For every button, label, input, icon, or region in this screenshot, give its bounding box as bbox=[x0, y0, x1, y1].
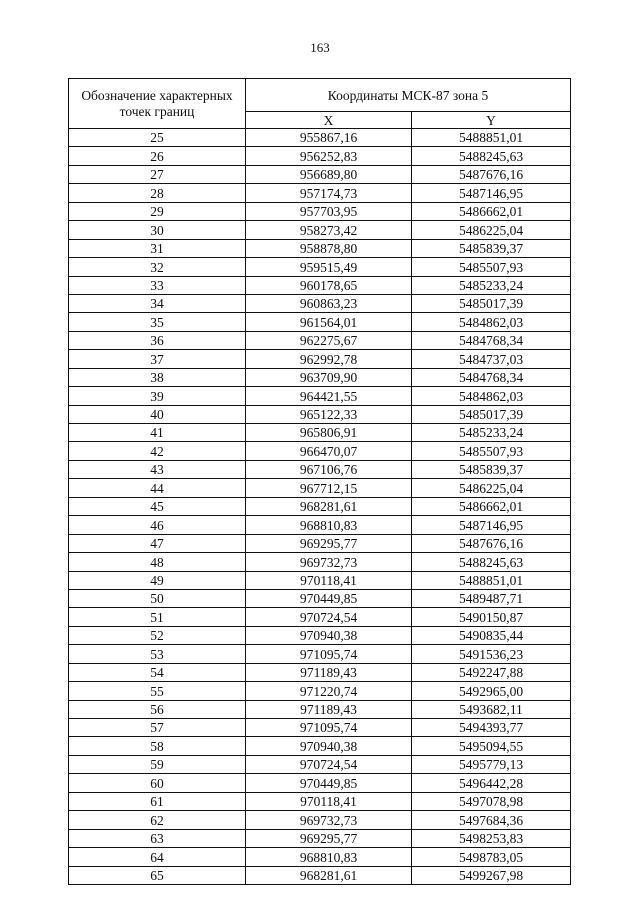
x-coordinate-cell: 970118,41 bbox=[246, 571, 412, 589]
x-coordinate-cell: 969295,77 bbox=[246, 829, 412, 847]
x-coordinate-cell: 958878,80 bbox=[246, 239, 412, 257]
x-coordinate-cell: 970940,38 bbox=[246, 737, 412, 755]
point-cell: 44 bbox=[69, 479, 246, 497]
table-header bbox=[69, 79, 571, 129]
point-cell: 53 bbox=[69, 645, 246, 663]
y-coordinate-cell: 5485017,39 bbox=[412, 294, 571, 312]
y-coordinate-cell: 5485017,39 bbox=[412, 405, 571, 423]
x-coordinate-cell: 971095,74 bbox=[246, 719, 412, 737]
y-coordinate-cell: 5490835,44 bbox=[412, 626, 571, 644]
x-coordinate-cell: 968810,83 bbox=[246, 848, 412, 866]
x-coordinate-cell: 956252,83 bbox=[246, 147, 412, 165]
x-coordinate-cell: 961564,01 bbox=[246, 313, 412, 331]
point-cell: 37 bbox=[69, 350, 246, 368]
point-cell: 38 bbox=[69, 368, 246, 386]
point-cell: 42 bbox=[69, 442, 246, 460]
x-coordinate-cell: 960178,65 bbox=[246, 276, 412, 294]
header-designation: Обозначение характерных точек границ bbox=[69, 79, 246, 129]
table-row bbox=[69, 294, 571, 312]
x-coordinate-cell: 971095,74 bbox=[246, 645, 412, 663]
coordinates-table bbox=[68, 78, 571, 885]
point-cell: 51 bbox=[69, 608, 246, 626]
x-coordinate-cell: 969732,73 bbox=[246, 811, 412, 829]
table-row bbox=[69, 516, 571, 534]
header-coordinate-system: Координаты МСК-87 зона 5 bbox=[246, 79, 571, 112]
table-row bbox=[69, 313, 571, 331]
x-coordinate-cell: 957174,73 bbox=[246, 184, 412, 202]
point-cell: 57 bbox=[69, 719, 246, 737]
point-cell: 52 bbox=[69, 626, 246, 644]
x-coordinate-cell: 956689,80 bbox=[246, 165, 412, 183]
point-cell: 43 bbox=[69, 460, 246, 478]
point-cell: 61 bbox=[69, 792, 246, 810]
table-row bbox=[69, 202, 571, 220]
table-row bbox=[69, 129, 571, 147]
table-row bbox=[69, 737, 571, 755]
table-row bbox=[69, 608, 571, 626]
x-coordinate-cell: 970724,54 bbox=[246, 755, 412, 773]
table-row bbox=[69, 331, 571, 349]
point-cell: 50 bbox=[69, 589, 246, 607]
table-row bbox=[69, 276, 571, 294]
point-cell: 30 bbox=[69, 221, 246, 239]
table-row bbox=[69, 479, 571, 497]
point-cell: 41 bbox=[69, 424, 246, 442]
point-cell: 47 bbox=[69, 534, 246, 552]
y-coordinate-cell: 5492965,00 bbox=[412, 682, 571, 700]
x-coordinate-cell: 959515,49 bbox=[246, 258, 412, 276]
x-coordinate-cell: 962275,67 bbox=[246, 331, 412, 349]
y-coordinate-cell: 5485507,93 bbox=[412, 258, 571, 276]
x-coordinate-cell: 970940,38 bbox=[246, 626, 412, 644]
y-coordinate-cell: 5492247,88 bbox=[412, 663, 571, 681]
x-coordinate-cell: 963709,90 bbox=[246, 368, 412, 386]
y-coordinate-cell: 5488851,01 bbox=[412, 571, 571, 589]
table-body bbox=[69, 129, 571, 885]
table-row bbox=[69, 258, 571, 276]
table-row bbox=[69, 626, 571, 644]
table-row bbox=[69, 184, 571, 202]
y-coordinate-cell: 5491536,23 bbox=[412, 645, 571, 663]
header-y: Y bbox=[412, 112, 571, 129]
y-coordinate-cell: 5487676,16 bbox=[412, 534, 571, 552]
y-coordinate-cell: 5497684,36 bbox=[412, 811, 571, 829]
y-coordinate-cell: 5485233,24 bbox=[412, 276, 571, 294]
y-coordinate-cell: 5495094,55 bbox=[412, 737, 571, 755]
y-coordinate-cell: 5484768,34 bbox=[412, 331, 571, 349]
point-cell: 63 bbox=[69, 829, 246, 847]
table-row bbox=[69, 829, 571, 847]
y-coordinate-cell: 5499267,98 bbox=[412, 866, 571, 884]
x-coordinate-cell: 968810,83 bbox=[246, 516, 412, 534]
point-cell: 36 bbox=[69, 331, 246, 349]
point-cell: 60 bbox=[69, 774, 246, 792]
point-cell: 58 bbox=[69, 737, 246, 755]
table-row bbox=[69, 682, 571, 700]
point-cell: 46 bbox=[69, 516, 246, 534]
y-coordinate-cell: 5488245,63 bbox=[412, 147, 571, 165]
x-coordinate-cell: 965122,33 bbox=[246, 405, 412, 423]
y-coordinate-cell: 5498783,05 bbox=[412, 848, 571, 866]
table-row bbox=[69, 589, 571, 607]
point-cell: 25 bbox=[69, 129, 246, 147]
table-row bbox=[69, 424, 571, 442]
point-cell: 26 bbox=[69, 147, 246, 165]
y-coordinate-cell: 5494393,77 bbox=[412, 719, 571, 737]
y-coordinate-cell: 5484768,34 bbox=[412, 368, 571, 386]
y-coordinate-cell: 5496442,28 bbox=[412, 774, 571, 792]
point-cell: 56 bbox=[69, 700, 246, 718]
table-row bbox=[69, 811, 571, 829]
y-coordinate-cell: 5484862,03 bbox=[412, 313, 571, 331]
table-row bbox=[69, 460, 571, 478]
y-coordinate-cell: 5487676,16 bbox=[412, 165, 571, 183]
y-coordinate-cell: 5485507,93 bbox=[412, 442, 571, 460]
x-coordinate-cell: 958273,42 bbox=[246, 221, 412, 239]
x-coordinate-cell: 971189,43 bbox=[246, 700, 412, 718]
table-row bbox=[69, 368, 571, 386]
point-cell: 49 bbox=[69, 571, 246, 589]
table-row bbox=[69, 165, 571, 183]
y-coordinate-cell: 5485839,37 bbox=[412, 460, 571, 478]
point-cell: 35 bbox=[69, 313, 246, 331]
y-coordinate-cell: 5485839,37 bbox=[412, 239, 571, 257]
header-x: X bbox=[246, 112, 412, 129]
y-coordinate-cell: 5485233,24 bbox=[412, 424, 571, 442]
point-cell: 34 bbox=[69, 294, 246, 312]
point-cell: 45 bbox=[69, 497, 246, 515]
y-coordinate-cell: 5489487,71 bbox=[412, 589, 571, 607]
y-coordinate-cell: 5488851,01 bbox=[412, 129, 571, 147]
y-coordinate-cell: 5486225,04 bbox=[412, 479, 571, 497]
point-cell: 65 bbox=[69, 866, 246, 884]
y-coordinate-cell: 5484862,03 bbox=[412, 387, 571, 405]
point-cell: 54 bbox=[69, 663, 246, 681]
page-number: 163 bbox=[310, 40, 330, 55]
x-coordinate-cell: 971189,43 bbox=[246, 663, 412, 681]
y-coordinate-cell: 5497078,98 bbox=[412, 792, 571, 810]
point-cell: 55 bbox=[69, 682, 246, 700]
table-row bbox=[69, 497, 571, 515]
x-coordinate-cell: 969295,77 bbox=[246, 534, 412, 552]
point-cell: 32 bbox=[69, 258, 246, 276]
x-coordinate-cell: 970118,41 bbox=[246, 792, 412, 810]
x-coordinate-cell: 966470,07 bbox=[246, 442, 412, 460]
x-coordinate-cell: 969732,73 bbox=[246, 553, 412, 571]
x-coordinate-cell: 955867,16 bbox=[246, 129, 412, 147]
x-coordinate-cell: 962992,78 bbox=[246, 350, 412, 368]
table-row bbox=[69, 534, 571, 552]
y-coordinate-cell: 5486662,01 bbox=[412, 497, 571, 515]
x-coordinate-cell: 967712,15 bbox=[246, 479, 412, 497]
point-cell: 28 bbox=[69, 184, 246, 202]
table-row bbox=[69, 663, 571, 681]
x-coordinate-cell: 970449,85 bbox=[246, 774, 412, 792]
x-coordinate-cell: 971220,74 bbox=[246, 682, 412, 700]
point-cell: 33 bbox=[69, 276, 246, 294]
y-coordinate-cell: 5486662,01 bbox=[412, 202, 571, 220]
x-coordinate-cell: 960863,23 bbox=[246, 294, 412, 312]
y-coordinate-cell: 5487146,95 bbox=[412, 516, 571, 534]
table-row bbox=[69, 700, 571, 718]
x-coordinate-cell: 968281,61 bbox=[246, 497, 412, 515]
point-cell: 39 bbox=[69, 387, 246, 405]
table-row bbox=[69, 792, 571, 810]
table-row bbox=[69, 350, 571, 368]
x-coordinate-cell: 967106,76 bbox=[246, 460, 412, 478]
x-coordinate-cell: 970449,85 bbox=[246, 589, 412, 607]
table-row bbox=[69, 848, 571, 866]
x-coordinate-cell: 968281,61 bbox=[246, 866, 412, 884]
point-cell: 59 bbox=[69, 755, 246, 773]
point-cell: 31 bbox=[69, 239, 246, 257]
table-row bbox=[69, 571, 571, 589]
point-cell: 48 bbox=[69, 553, 246, 571]
table-row bbox=[69, 387, 571, 405]
point-cell: 27 bbox=[69, 165, 246, 183]
x-coordinate-cell: 965806,91 bbox=[246, 424, 412, 442]
y-coordinate-cell: 5484737,03 bbox=[412, 350, 571, 368]
table-row bbox=[69, 774, 571, 792]
y-coordinate-cell: 5486225,04 bbox=[412, 221, 571, 239]
x-coordinate-cell: 970724,54 bbox=[246, 608, 412, 626]
table-row bbox=[69, 553, 571, 571]
point-cell: 29 bbox=[69, 202, 246, 220]
table-row bbox=[69, 147, 571, 165]
table-row bbox=[69, 239, 571, 257]
table-row bbox=[69, 755, 571, 773]
y-coordinate-cell: 5487146,95 bbox=[412, 184, 571, 202]
y-coordinate-cell: 5495779,13 bbox=[412, 755, 571, 773]
y-coordinate-cell: 5498253,83 bbox=[412, 829, 571, 847]
y-coordinate-cell: 5493682,11 bbox=[412, 700, 571, 718]
x-coordinate-cell: 964421,55 bbox=[246, 387, 412, 405]
table-row bbox=[69, 442, 571, 460]
table-row bbox=[69, 866, 571, 884]
table-row bbox=[69, 405, 571, 423]
table-row bbox=[69, 645, 571, 663]
point-cell: 40 bbox=[69, 405, 246, 423]
y-coordinate-cell: 5488245,63 bbox=[412, 553, 571, 571]
y-coordinate-cell: 5490150,87 bbox=[412, 608, 571, 626]
point-cell: 64 bbox=[69, 848, 246, 866]
point-cell: 62 bbox=[69, 811, 246, 829]
table-row bbox=[69, 719, 571, 737]
x-coordinate-cell: 957703,95 bbox=[246, 202, 412, 220]
table-row bbox=[69, 221, 571, 239]
